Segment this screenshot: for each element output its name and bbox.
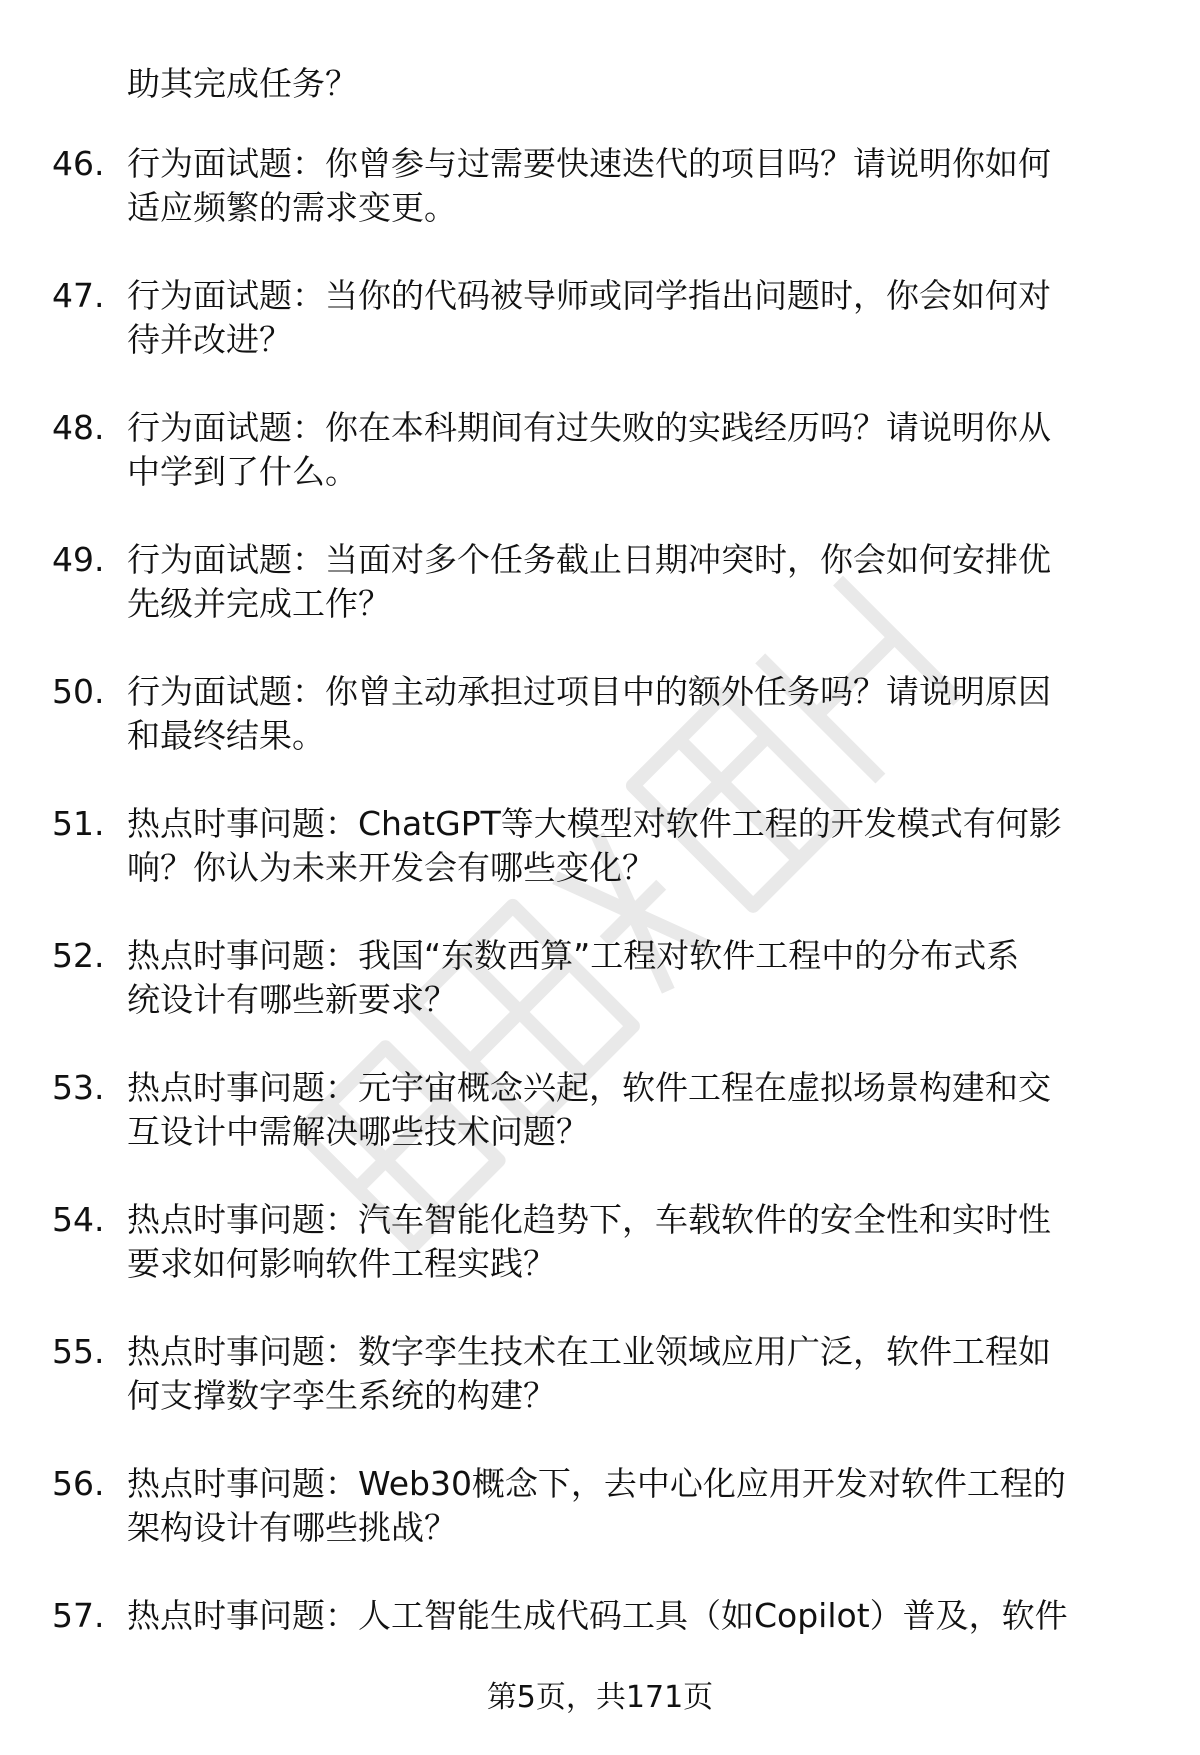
list-item — [0, 538, 1200, 670]
question-number: 46. — [52, 144, 105, 183]
question-line: 热点时事问题：数字孪生技术在工业领域应用广泛，软件工程如 — [127, 1332, 1051, 1371]
question-line: 适应频繁的需求变更。 — [127, 188, 457, 227]
question-line: 热点时事问题：人工智能生成代码工具（如Copilot）普及，软件 — [127, 1596, 1068, 1635]
question-line: 行为面试题：你在本科期间有过失败的实践经历吗？请说明你从 — [127, 408, 1051, 447]
question-text — [127, 802, 1157, 890]
question-text — [127, 1066, 1157, 1154]
question-line: 和最终结果。 — [127, 716, 325, 755]
question-line: 热点时事问题：Web30概念下，去中心化应用开发对软件工程的 — [127, 1464, 1066, 1503]
question-number: 49. — [52, 540, 105, 579]
question-line: 行为面试题：你曾参与过需要快速迭代的项目吗？请说明你如何 — [127, 144, 1051, 183]
question-line: 热点时事问题：汽车智能化趋势下，车载软件的安全性和实时性 — [127, 1200, 1051, 1239]
question-number: 50. — [52, 672, 105, 711]
list-item — [0, 802, 1200, 934]
question-text — [127, 1462, 1157, 1550]
question-line: 热点时事问题：我国“东数西算”工程对软件工程中的分布式系 — [127, 936, 1020, 975]
question-text — [127, 1198, 1157, 1286]
question-line: 待并改进？ — [127, 320, 292, 359]
question-number: 56. — [52, 1464, 105, 1503]
question-text — [127, 274, 1157, 362]
question-number: 55. — [52, 1332, 105, 1371]
page-footer: 第5页，共171页 — [486, 1680, 714, 1715]
list-item — [0, 670, 1200, 802]
question-line: 要求如何影响软件工程实践？ — [127, 1244, 556, 1283]
list-item — [0, 406, 1200, 538]
list-item — [0, 274, 1200, 406]
question-line: 统设计有哪些新要求？ — [127, 980, 457, 1019]
question-line: 响？你认为未来开发会有哪些变化？ — [127, 848, 655, 887]
question-list — [0, 142, 1200, 1726]
question-number: 47. — [52, 276, 105, 315]
question-line: 热点时事问题：元宇宙概念兴起，软件工程在虚拟场景构建和交 — [127, 1068, 1051, 1107]
list-item — [0, 934, 1200, 1066]
question-line: 何支撑数字孪生系统的构建？ — [127, 1376, 556, 1415]
list-item — [0, 1066, 1200, 1198]
question-line: 热点时事问题：ChatGPT等大模型对软件工程的开发模式有何影 — [127, 804, 1062, 843]
question-line: 先级并完成工作？ — [127, 584, 391, 623]
question-line: 架构设计有哪些挑战？ — [127, 1508, 457, 1547]
list-item — [0, 1330, 1200, 1462]
list-item — [0, 1198, 1200, 1330]
question-line: 行为面试题：当你的代码被导师或同学指出问题时，你会如何对 — [127, 276, 1051, 315]
question-number: 54. — [52, 1200, 105, 1239]
question-number: 48. — [52, 408, 105, 447]
question-text — [127, 670, 1157, 758]
question-text — [127, 406, 1157, 494]
question-number: 57. — [52, 1596, 105, 1635]
question-text — [127, 1594, 1157, 1638]
list-item — [0, 142, 1200, 274]
question-line: 行为面试题：你曾主动承担过项目中的额外任务吗？请说明原因 — [127, 672, 1051, 711]
question-text — [127, 142, 1157, 230]
question-number: 52. — [52, 936, 105, 975]
question-line: 互设计中需解决哪些技术问题？ — [127, 1112, 589, 1151]
question-line: 中学到了什么。 — [127, 452, 358, 491]
question-number: 53. — [52, 1068, 105, 1107]
question-number: 51. — [52, 804, 105, 843]
question-text — [127, 538, 1157, 626]
continued-question-text: 助其完成任务？ — [127, 64, 358, 103]
question-text — [127, 1330, 1157, 1418]
question-text — [127, 934, 1157, 1022]
list-item — [0, 1462, 1200, 1594]
question-line: 行为面试题：当面对多个任务截止日期冲突时，你会如何安排优 — [127, 540, 1051, 579]
